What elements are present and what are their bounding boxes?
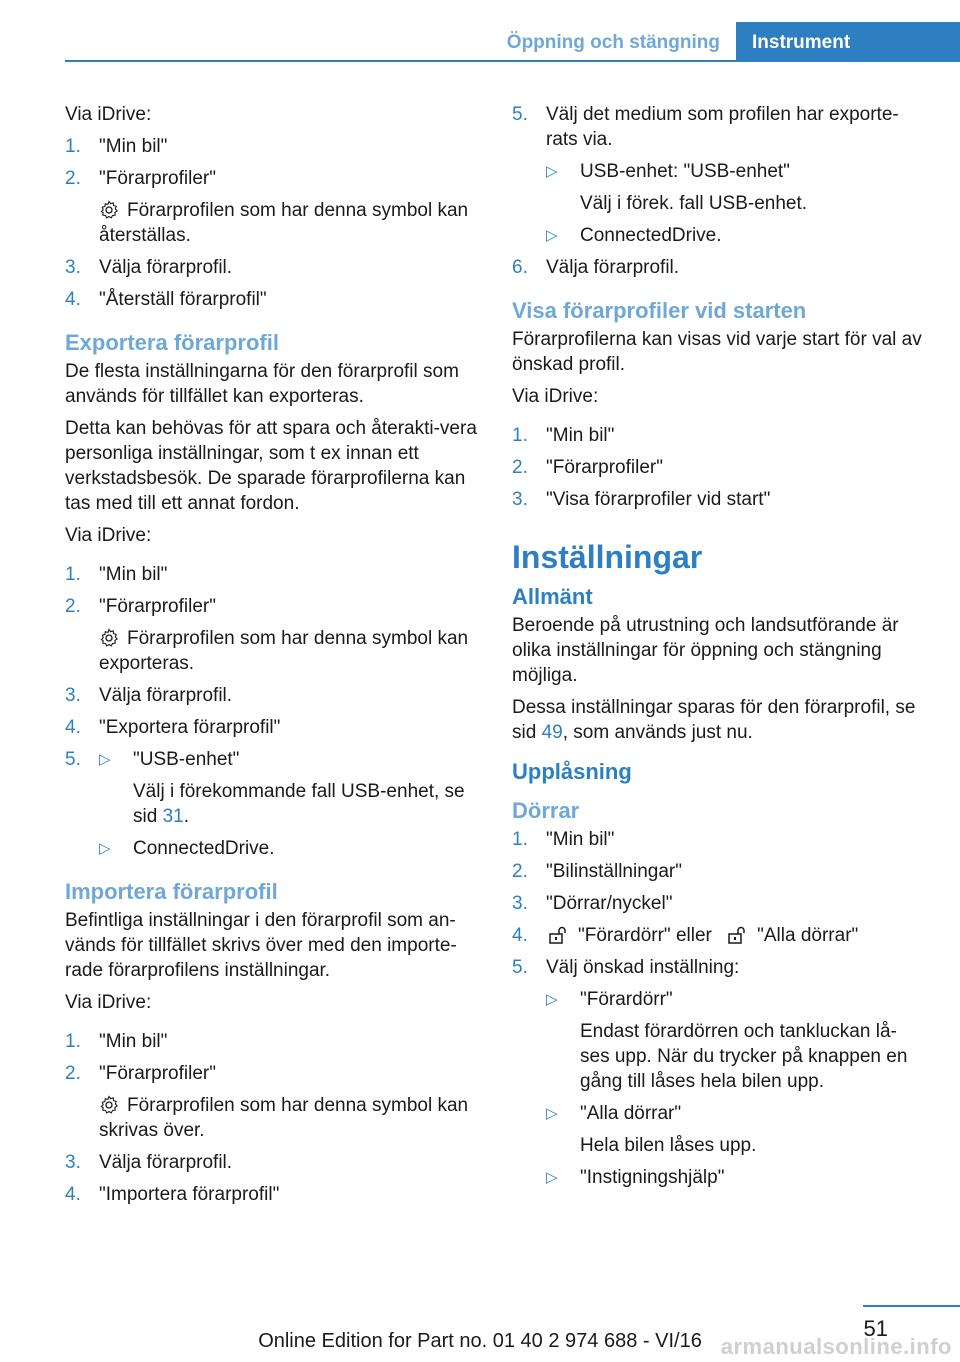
sub-item-note: Hela bilen låses upp. [580, 1135, 757, 1156]
via-idrive-text: Via iDrive: [65, 104, 152, 125]
sub-item [546, 987, 924, 1012]
list-number: 2. [512, 457, 528, 478]
triangle-bullet-icon: ▷ [546, 163, 558, 180]
list-number: 4. [65, 1184, 81, 1205]
list-number: 4. [65, 289, 81, 310]
list-number: 2. [65, 596, 81, 617]
list-item [512, 859, 924, 884]
list-text: "Min bil" [99, 1031, 168, 1052]
edition-footer: Online Edition for Part no. 01 40 2 974 688 - VI/16 [258, 1330, 702, 1352]
sub-item-text: ConnectedDrive. [580, 225, 722, 246]
paragraph-text: Dessa inställningar sparas för den förarprofil, se sid [512, 697, 916, 743]
note-text: Förarprofilen som har denna symbol kan återställas. [99, 200, 469, 246]
list-item [65, 683, 480, 708]
list-item [512, 891, 924, 916]
list-text: "Dörrar/nyckel" [546, 893, 673, 914]
via-idrive-text: Via iDrive: [65, 525, 152, 546]
triangle-bullet-icon: ▷ [99, 751, 111, 768]
section-heading-dorrar: Dörrar [512, 798, 580, 823]
page-number: 51 [863, 1316, 888, 1341]
watermark: armanualsonline.info [720, 1334, 952, 1359]
list-number: 5. [512, 957, 528, 978]
list-number: 5. [512, 104, 528, 125]
list-item [512, 923, 924, 948]
sub-item-text: "Förardörr" [580, 989, 673, 1010]
list-text: "Förardörr" eller [578, 925, 712, 946]
sub-item-note: Endast förardörren och tankluckan lå‐ses upp. När du trycker på knappen en gång till låses hela bilen upp. [580, 1021, 908, 1092]
list-number: 4. [512, 925, 528, 946]
note-text-end: . [183, 806, 189, 827]
sub-item-note: Välj i förek. fall USB-enhet. [580, 193, 808, 214]
list-item [65, 287, 480, 312]
sub-item [99, 836, 480, 861]
list-number: 1. [512, 425, 528, 446]
list-text: "Alla dörrar" [757, 925, 859, 946]
list-text: Välja förarprofil. [546, 257, 680, 278]
unlock-icon [727, 925, 747, 945]
list-item [512, 423, 924, 448]
list-number: 1. [65, 136, 81, 157]
list-number: 1. [65, 1031, 81, 1052]
sub-item-text: ConnectedDrive. [133, 838, 275, 859]
list-number: 1. [65, 564, 81, 585]
list-item [512, 955, 924, 1190]
list-number: 3. [65, 257, 81, 278]
list-item [65, 747, 480, 861]
list-text: Välja förarprofil. [99, 1152, 233, 1173]
list-item [65, 255, 480, 280]
sub-item [546, 223, 924, 248]
list-number: 2. [65, 1063, 81, 1084]
list-text: "Förarprofiler" [99, 596, 216, 617]
list-text: "Min bil" [546, 829, 615, 850]
page-link-31[interactable]: 31 [162, 806, 184, 827]
list-number: 6. [512, 257, 528, 278]
header-chapter-tab[interactable]: Instrument [736, 22, 960, 62]
triangle-bullet-icon: ▷ [99, 840, 111, 857]
left-column [65, 102, 480, 1214]
list-item [512, 827, 924, 852]
list-number: 1. [512, 829, 528, 850]
list-item [512, 255, 924, 280]
list-number: 3. [512, 489, 528, 510]
footer-rule [863, 1305, 960, 1307]
triangle-bullet-icon: ▷ [546, 1105, 558, 1122]
list-item [512, 487, 924, 512]
paragraph: Beroende på utrustning och landsutförande är olika inställningar för öppning och stängning möjliga. [512, 615, 899, 686]
list-text: "Min bil" [99, 136, 168, 157]
list-item [65, 562, 480, 587]
gear-icon [99, 1095, 119, 1115]
header-section-title[interactable]: Öppning och stängning [506, 32, 720, 53]
list-item [512, 455, 924, 480]
list-text: "Importera förarprofil" [99, 1184, 280, 1205]
list-text: Välja förarprofil. [99, 685, 233, 706]
sub-item [99, 747, 480, 772]
list-number: 3. [65, 1152, 81, 1173]
via-idrive-text: Via iDrive: [65, 992, 152, 1013]
list-text: "Förarprofiler" [546, 457, 663, 478]
sub-item-text: "USB-enhet" [133, 749, 240, 770]
symbol-note [65, 626, 480, 676]
list-item [65, 1061, 480, 1086]
paragraph: Detta kan behövas för att spara och återakti‐vera personliga inställningar, som t ex innan ett verkstadsbesök. De sparade förarprofilerna kan tas med till ett annat fordon. [65, 418, 477, 514]
sub-item-note [99, 779, 480, 829]
paragraph-text-end: , som används just nu. [562, 722, 753, 743]
section-heading-import: Importera förarprofil [65, 879, 278, 904]
list-item [65, 715, 480, 740]
sub-item [546, 1101, 924, 1126]
paragraph: Förarprofilerna kan visas vid varje start för val av önskad profil. [512, 329, 922, 375]
gear-icon [99, 628, 119, 648]
symbol-note [65, 198, 480, 248]
sub-item-text: "Alla dörrar" [580, 1103, 682, 1124]
triangle-bullet-icon: ▷ [546, 227, 558, 244]
list-text: Välj önskad inställning: [546, 957, 740, 978]
list-item [512, 102, 924, 248]
list-text: "Min bil" [99, 564, 168, 585]
list-number: 5. [65, 749, 81, 770]
list-text: Välja förarprofil. [99, 257, 233, 278]
list-text: Välj det medium som profilen har exporte‐rats via. [546, 104, 899, 150]
list-number: 3. [512, 893, 528, 914]
sub-item-text: USB-enhet: "USB-enhet" [580, 161, 790, 182]
note-text: Förarprofilen som har denna symbol kan skrivas över. [99, 1095, 469, 1141]
list-text: "Förarprofiler" [99, 168, 216, 189]
list-item [65, 166, 480, 191]
list-text: "Exportera förarprofil" [99, 717, 281, 738]
list-item [65, 594, 480, 619]
note-text: Förarprofilen som har denna symbol kan exporteras. [99, 628, 469, 674]
list-text: "Visa förarprofiler vid start" [546, 489, 771, 510]
list-number: 2. [512, 861, 528, 882]
paragraph [512, 695, 924, 745]
triangle-bullet-icon: ▷ [546, 991, 558, 1008]
list-text: "Min bil" [546, 425, 615, 446]
sub-item [546, 159, 924, 184]
list-item [65, 134, 480, 159]
list-item [65, 1150, 480, 1175]
sub-item-text: "Instigningshjälp" [580, 1167, 725, 1188]
list-text: "Bilinställningar" [546, 861, 682, 882]
list-number: 4. [65, 717, 81, 738]
right-column [512, 102, 924, 1197]
list-number: 3. [65, 685, 81, 706]
page-link-49[interactable]: 49 [541, 722, 563, 743]
list-number: 2. [65, 168, 81, 189]
paragraph: Befintliga inställningar i den förarprofil som an‐vänds för tillfället skrivs över med den importe‐rade förarprofilens inställningar. [65, 910, 457, 981]
note-text: Välj i förekommande fall USB-enhet, se sid [133, 781, 465, 827]
section-heading-upplasning: Upplåsning [512, 759, 632, 784]
paragraph: De flesta inställningarna för den förarprofil som används för tillfället kan exporteras. [65, 361, 459, 407]
sub-item [546, 1165, 924, 1190]
symbol-note [65, 1093, 480, 1143]
triangle-bullet-icon: ▷ [546, 1169, 558, 1186]
list-item [65, 1182, 480, 1207]
section-heading-allmant: Allmänt [512, 584, 593, 609]
list-item [65, 1029, 480, 1054]
via-idrive-text: Via iDrive: [512, 386, 599, 407]
list-text: "Förarprofiler" [99, 1063, 216, 1084]
page-header [65, 22, 960, 62]
section-heading-export: Exportera förarprofil [65, 330, 279, 355]
section-heading-visa: Visa förarprofiler vid starten [512, 298, 807, 323]
chapter-heading-installningar: Inställningar [512, 539, 703, 575]
list-text: "Återställ förarprofil" [99, 289, 267, 310]
gear-icon [99, 200, 119, 220]
unlock-icon [548, 925, 568, 945]
